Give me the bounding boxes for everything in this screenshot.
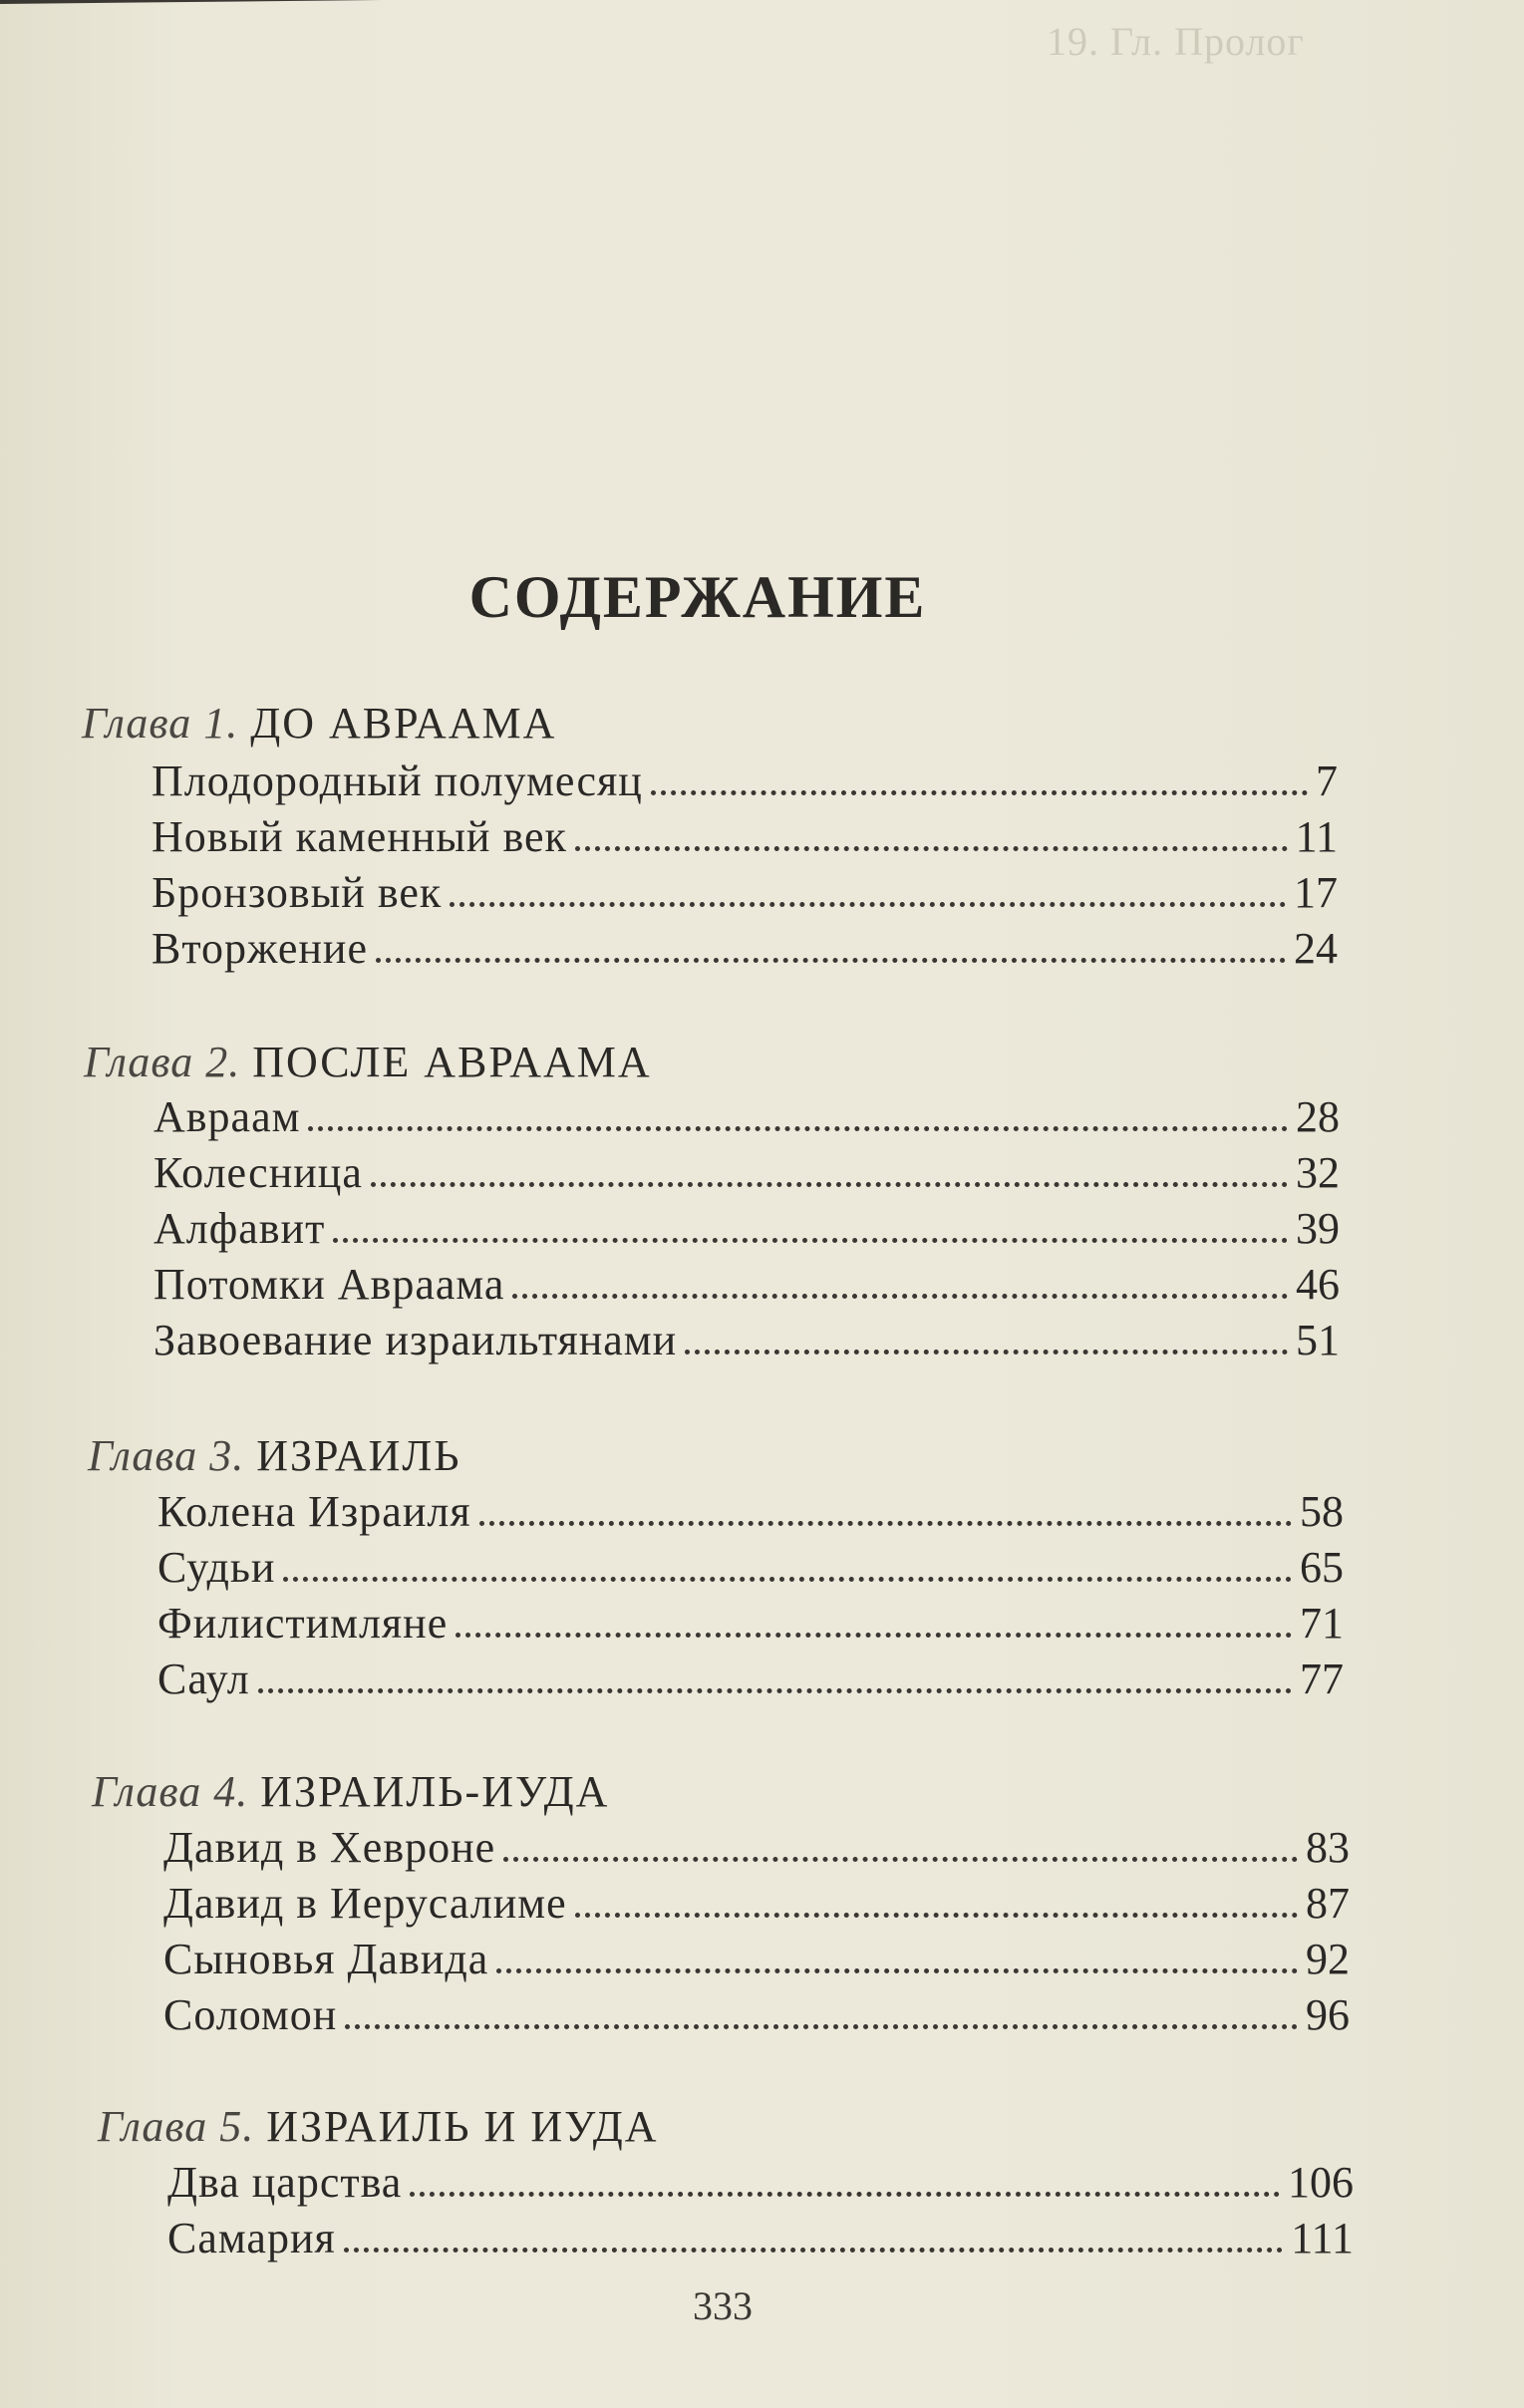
toc-entry[interactable]: [157, 1486, 1344, 1542]
entry-page: 96: [1306, 1990, 1350, 2039]
chapter-name: ИЗРАИЛЬ И ИУДА: [266, 2102, 659, 2151]
entry-page: 17: [1294, 868, 1338, 917]
entry-page: 7: [1316, 756, 1338, 805]
entry-title: Судьи: [157, 1543, 276, 1592]
dot-leader: [685, 1350, 1288, 1354]
dot-leader: [496, 1968, 1298, 1973]
page-number: 333: [693, 2283, 753, 2328]
entry-title: Саул: [157, 1655, 250, 1703]
entry-title: Потомки Авраама: [153, 1260, 505, 1309]
chapter-name: ИЗРАИЛЬ: [256, 1431, 461, 1480]
chapter-name: ИЗРАИЛЬ-ИУДА: [260, 1767, 610, 1816]
chapter-name: ДО АВРААМА: [250, 699, 557, 748]
entry-title: Самария: [167, 2214, 336, 2262]
entry-title: Соломон: [163, 1990, 338, 2039]
toc-entry[interactable]: [152, 923, 1338, 979]
chapter-name: ПОСЛЕ АВРААМА: [252, 1038, 652, 1086]
chapter-5-heading: [98, 2101, 659, 2152]
chapter-4-heading: [92, 1766, 609, 1817]
entry-title: Алфавит: [153, 1204, 326, 1253]
dot-leader: [376, 958, 1286, 963]
entry-page: 11: [1295, 812, 1338, 861]
dot-leader: [333, 1238, 1288, 1243]
entry-page: 111: [1291, 2214, 1354, 2262]
dot-leader: [512, 1294, 1288, 1299]
entry-title: Колесница: [153, 1148, 363, 1197]
dot-leader: [345, 2024, 1298, 2029]
entry-page: 39: [1296, 1204, 1340, 1253]
entry-title: Завоевание израильтянами: [153, 1316, 678, 1364]
toc-entry[interactable]: [157, 1598, 1344, 1654]
entry-page: 77: [1300, 1655, 1344, 1703]
dot-leader: [308, 1126, 1288, 1131]
toc-entry[interactable]: [167, 2213, 1354, 2268]
entry-page: 71: [1300, 1599, 1344, 1648]
entry-title: Давид в Хевроне: [163, 1823, 496, 1872]
toc-entry[interactable]: [163, 1878, 1350, 1934]
page-title: СОДЕРЖАНИЕ: [468, 564, 927, 630]
chapter-label: Глава 1.: [82, 699, 239, 748]
running-head: 19. Гл. Пролог: [1047, 19, 1305, 64]
entry-page: 92: [1306, 1935, 1350, 1983]
entry-page: 65: [1300, 1543, 1344, 1592]
chapter-2-heading: [84, 1037, 652, 1087]
chapter-label: Глава 3.: [88, 1431, 245, 1480]
entry-title: Плодородный полумесяц: [152, 756, 643, 805]
toc-entry[interactable]: [153, 1091, 1340, 1147]
entry-title: Бронзовый век: [152, 868, 443, 917]
toc-entry[interactable]: [152, 867, 1338, 923]
entry-page: 51: [1296, 1316, 1340, 1364]
chapter-label: Глава 2.: [84, 1038, 241, 1086]
dot-leader: [503, 1857, 1298, 1862]
entry-page: 83: [1306, 1823, 1350, 1872]
entry-title: Колена Израиля: [157, 1487, 471, 1536]
toc-entry[interactable]: [152, 811, 1338, 867]
entry-title: Два царства: [167, 2158, 403, 2207]
entry-title: Авраам: [153, 1092, 301, 1141]
dot-leader: [283, 1577, 1292, 1582]
chapter-1-heading: [82, 698, 556, 749]
chapter-label: Глава 5.: [98, 2102, 255, 2151]
dot-leader: [410, 2192, 1280, 2197]
entry-page: 28: [1296, 1092, 1340, 1141]
dot-leader: [575, 1913, 1298, 1918]
entry-page: 32: [1296, 1148, 1340, 1197]
dot-leader: [479, 1521, 1292, 1526]
entry-title: Филистимляне: [157, 1599, 449, 1648]
dot-leader: [258, 1688, 1292, 1693]
dot-leader: [575, 846, 1288, 851]
toc-entry[interactable]: [167, 2157, 1354, 2213]
chapter-label: Глава 4.: [92, 1767, 249, 1816]
toc-entry[interactable]: [157, 1654, 1344, 1709]
entry-page: 46: [1296, 1260, 1340, 1309]
dot-leader: [450, 902, 1286, 907]
toc-entry[interactable]: [153, 1203, 1340, 1259]
dot-leader: [456, 1633, 1292, 1638]
entry-title: Сыновья Давида: [163, 1935, 489, 1983]
dot-leader: [651, 790, 1308, 795]
chapter-3-heading: [88, 1430, 461, 1481]
toc-entry[interactable]: [163, 1934, 1350, 1989]
entry-page: 106: [1288, 2158, 1354, 2207]
entry-title: Новый каменный век: [152, 812, 567, 861]
entry-title: Давид в Иерусалиме: [163, 1879, 567, 1928]
toc-entry[interactable]: [153, 1315, 1340, 1370]
entry-page: 58: [1300, 1487, 1344, 1536]
entry-page: 87: [1306, 1879, 1350, 1928]
toc-entry[interactable]: [153, 1147, 1340, 1203]
toc-entry[interactable]: [163, 1822, 1350, 1878]
toc-entry[interactable]: [163, 1989, 1350, 2045]
entry-page: 24: [1294, 924, 1338, 973]
toc-entry[interactable]: [157, 1542, 1344, 1598]
entry-title: Вторжение: [152, 924, 368, 973]
dot-leader: [371, 1182, 1288, 1187]
dot-leader: [344, 2248, 1284, 2253]
toc-entry[interactable]: [153, 1259, 1340, 1315]
toc-entry[interactable]: [152, 755, 1338, 811]
